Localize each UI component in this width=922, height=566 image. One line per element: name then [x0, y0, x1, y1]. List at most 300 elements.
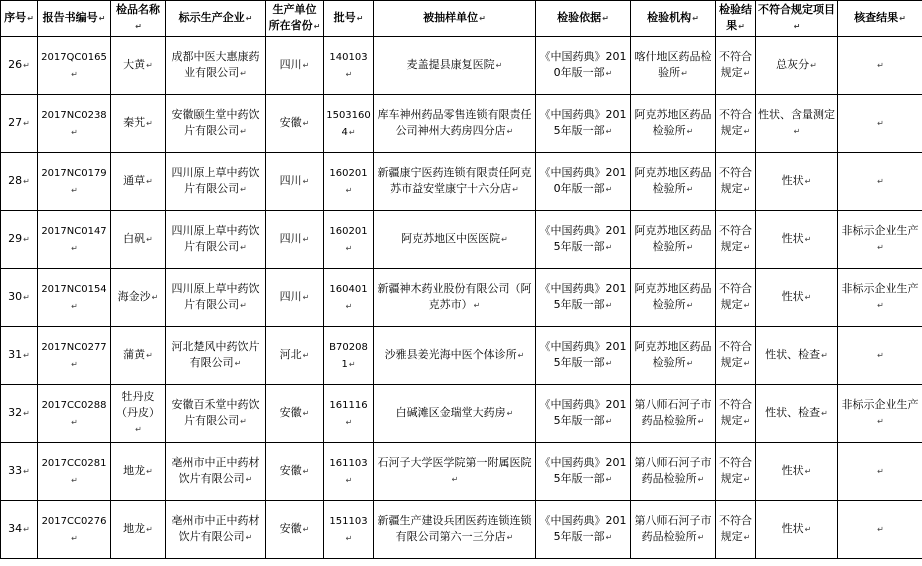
- cell-value: 性状: [781, 290, 804, 303]
- cell-mark: ↵: [146, 177, 153, 186]
- cell-product-name: [111, 327, 166, 385]
- table-row: [1, 95, 922, 153]
- cell-mark: ↵: [605, 127, 613, 136]
- cell-value: 库车神州药品零售连锁有限责任公司神州大药房四分店: [377, 108, 532, 137]
- cell-mark: ↵: [302, 351, 310, 360]
- cell-province: [266, 327, 324, 385]
- cell-mark: ↵: [240, 301, 247, 310]
- cell-product-name: [111, 153, 166, 211]
- cell-value: 四川原上草中药饮片有限公司: [171, 282, 260, 311]
- cell-value: 秦艽: [123, 116, 146, 129]
- cell-mark: ↵: [877, 61, 884, 70]
- cell-mark: ↵: [743, 533, 751, 542]
- cell-mark: ↵: [743, 127, 751, 136]
- cell-inspection-agency: [631, 443, 716, 501]
- cell-value: 安徽百禾堂中药饮片有限公司: [171, 398, 260, 427]
- cell-mark: ↵: [23, 235, 30, 244]
- cell-mark: ↵: [23, 351, 30, 360]
- header-label: 被抽样单位: [423, 11, 479, 24]
- cell-value: 四川: [279, 174, 302, 187]
- cell-value: 151103: [329, 515, 368, 527]
- cell-mark: ↵: [686, 243, 694, 252]
- cell-product-name: [111, 443, 166, 501]
- cell-value: 白矾: [123, 232, 146, 245]
- cell-province: [266, 269, 324, 327]
- cell-mark: ↵: [23, 293, 30, 302]
- cell-inspection-basis: [536, 269, 631, 327]
- cell-inspection-basis: [536, 385, 631, 443]
- cell-mark: ↵: [71, 301, 78, 311]
- cell-mark: ↵: [473, 301, 481, 310]
- cell-value: 2017NC0179: [41, 167, 107, 179]
- table-row: [1, 443, 922, 501]
- cell-value: 非标示企业生产: [841, 282, 919, 295]
- cell-value: 第八师石河子市药品检验所: [634, 398, 712, 427]
- cell-nonconforming-items: [756, 269, 838, 327]
- cell-mark: ↵: [234, 359, 242, 368]
- cell-seq-no: [1, 443, 38, 501]
- cell-inspection-basis: [536, 211, 631, 269]
- cell-mark: ↵: [697, 475, 705, 484]
- cell-manufacturer: [166, 443, 266, 501]
- cell-report-no: [38, 153, 111, 211]
- cell-seq-no: [1, 269, 38, 327]
- cell-seq-no: [1, 327, 38, 385]
- cell-mark: ↵: [313, 22, 321, 31]
- cell-report-no: [38, 501, 111, 559]
- cell-mark: ↵: [804, 177, 812, 186]
- cell-mark: ↵: [146, 61, 153, 70]
- cell-mark: ↵: [240, 243, 247, 252]
- cell-report-no: [38, 269, 111, 327]
- cell-mark: ↵: [877, 177, 884, 186]
- cell-value: 四川原上草中药饮片有限公司: [171, 224, 260, 253]
- header-inspection-agency: [631, 1, 716, 37]
- cell-value: 四川: [279, 58, 302, 71]
- cell-mark: ↵: [245, 14, 253, 23]
- cell-value: 沙雅县姜光海中医个体诊所: [384, 348, 517, 361]
- cell-value: 不符合规定: [719, 514, 752, 543]
- cell-value: 2017NC0277: [41, 341, 107, 353]
- cell-value: 《中国药典》2015年版一部: [539, 340, 627, 369]
- cell-mark: ↵: [451, 475, 459, 484]
- header-seq-no: [1, 1, 38, 37]
- cell-value: 第八师石河子市药品检验所: [634, 456, 712, 485]
- cell-mark: ↵: [240, 417, 247, 426]
- cell-mark: ↵: [605, 417, 613, 426]
- cell-value: 蒲黄: [123, 348, 146, 361]
- cell-value: 喀什地区药品检验所: [634, 50, 712, 79]
- cell-value: 安徽: [279, 116, 302, 129]
- header-label: 检品名称: [116, 3, 160, 16]
- cell-value: 2017CC0276: [41, 515, 107, 527]
- cell-value: 石河子大学医学院第一附属医院: [377, 456, 532, 469]
- cell-province: [266, 95, 324, 153]
- cell-value: 牡丹皮（丹皮）: [116, 390, 160, 419]
- cell-value: 新疆神木药业股份有限公司（阿克苏市）: [377, 282, 532, 311]
- cell-mark: ↵: [738, 22, 745, 31]
- cell-value: 26: [8, 58, 23, 71]
- cell-mark: ↵: [71, 359, 78, 369]
- header-manufacturer: [166, 1, 266, 37]
- cell-value: 不符合规定: [719, 282, 752, 311]
- cell-value: 140103: [329, 51, 368, 63]
- cell-verification-result: [838, 385, 922, 443]
- cell-seq-no: [1, 153, 38, 211]
- cell-mark: ↵: [146, 351, 153, 360]
- cell-inspection-result: [716, 95, 756, 153]
- header-label: 核查结果: [854, 11, 899, 24]
- cell-value: 不符合规定: [719, 398, 752, 427]
- cell-mark: ↵: [877, 417, 884, 426]
- cell-value: 阿克苏地区药品检验所: [634, 282, 712, 311]
- cell-value: 亳州市中正中药材饮片有限公司: [171, 514, 260, 543]
- cell-mark: ↵: [697, 533, 705, 542]
- cell-verification-result: [838, 327, 922, 385]
- cell-inspection-basis: [536, 443, 631, 501]
- cell-province: [266, 153, 324, 211]
- cell-seq-no: [1, 385, 38, 443]
- cell-batch-no: [324, 37, 374, 95]
- cell-inspection-agency: [631, 95, 716, 153]
- cell-province: [266, 211, 324, 269]
- cell-inspection-basis: [536, 95, 631, 153]
- cell-manufacturer: [166, 95, 266, 153]
- cell-value: 四川原上草中药饮片有限公司: [171, 166, 260, 195]
- cell-manufacturer: [166, 37, 266, 95]
- header-inspection-basis: [536, 1, 631, 37]
- cell-mark: ↵: [240, 127, 247, 136]
- cell-product-name: [111, 211, 166, 269]
- cell-mark: ↵: [686, 301, 694, 310]
- cell-value: 《中国药典》2015年版一部: [539, 224, 627, 253]
- cell-mark: ↵: [804, 525, 812, 534]
- cell-batch-no: [324, 501, 374, 559]
- cell-value: 不符合规定: [719, 224, 752, 253]
- cell-value: 亳州市中正中药材饮片有限公司: [171, 456, 260, 485]
- cell-report-no: [38, 211, 111, 269]
- cell-mark: ↵: [345, 475, 353, 485]
- header-sampled-unit: [374, 1, 536, 37]
- cell-nonconforming-items: [756, 211, 838, 269]
- header-label: 序号: [4, 11, 27, 24]
- cell-value: 不符合规定: [719, 166, 752, 195]
- cell-province: [266, 385, 324, 443]
- cell-seq-no: [1, 501, 38, 559]
- cell-manufacturer: [166, 327, 266, 385]
- table-row: [1, 211, 922, 269]
- cell-inspection-basis: [536, 37, 631, 95]
- cell-mark: ↵: [345, 533, 353, 543]
- cell-mark: ↵: [605, 243, 613, 252]
- cell-inspection-agency: [631, 211, 716, 269]
- cell-mark: ↵: [146, 525, 153, 534]
- cell-sampled-unit: [374, 211, 536, 269]
- cell-value: B702081: [329, 341, 368, 370]
- header-label: 报告书编号: [42, 11, 98, 24]
- cell-nonconforming-items: [756, 37, 838, 95]
- cell-value: 第八师石河子市药品检验所: [634, 514, 712, 543]
- cell-value: 安徽颐生堂中药饮片有限公司: [171, 108, 260, 137]
- cell-mark: ↵: [245, 533, 253, 542]
- cell-value: 161103: [329, 457, 368, 469]
- cell-value: 性状、检查: [765, 406, 821, 419]
- cell-sampled-unit: [374, 269, 536, 327]
- cell-value: 不符合规定: [719, 50, 752, 79]
- cell-value: 四川: [279, 290, 302, 303]
- cell-value: 大黄: [123, 58, 146, 71]
- cell-inspection-agency: [631, 153, 716, 211]
- cell-mark: ↵: [697, 417, 705, 426]
- cell-mark: ↵: [899, 14, 906, 23]
- cell-mark: ↵: [743, 417, 751, 426]
- cell-inspection-result: [716, 37, 756, 95]
- cell-value: 白碱滩区金瑞堂大药房: [395, 406, 506, 419]
- cell-batch-no: [324, 269, 374, 327]
- cell-value: 总灰分: [776, 58, 810, 71]
- cell-mark: ↵: [821, 351, 828, 360]
- cell-value: 性状: [781, 464, 804, 477]
- cell-value: 2017CC0281: [41, 457, 107, 469]
- cell-mark: ↵: [479, 14, 486, 23]
- cell-nonconforming-items: [756, 385, 838, 443]
- cell-value: 《中国药典》2010年版一部: [539, 166, 627, 195]
- cell-mark: ↵: [348, 127, 356, 137]
- cell-sampled-unit: [374, 37, 536, 95]
- cell-mark: ↵: [686, 359, 694, 368]
- cell-value: 15031604: [326, 109, 371, 138]
- cell-inspection-result: [716, 501, 756, 559]
- cell-mark: ↵: [302, 235, 310, 244]
- cell-mark: ↵: [245, 475, 253, 484]
- header-report-no: [38, 1, 111, 37]
- cell-value: 安徽: [279, 406, 302, 419]
- cell-mark: ↵: [605, 301, 613, 310]
- cell-mark: ↵: [345, 243, 353, 253]
- cell-nonconforming-items: [756, 501, 838, 559]
- header-label: 生产单位所在省份: [268, 3, 317, 32]
- table-body: [1, 37, 922, 559]
- cell-mark: ↵: [348, 359, 356, 369]
- cell-sampled-unit: [374, 443, 536, 501]
- cell-mark: ↵: [240, 185, 247, 194]
- cell-mark: ↵: [146, 235, 153, 244]
- cell-value: 29: [8, 232, 23, 245]
- header-label: 检验结果: [719, 3, 752, 32]
- header-product-name: [111, 1, 166, 37]
- cell-province: [266, 37, 324, 95]
- cell-seq-no: [1, 37, 38, 95]
- cell-mark: ↵: [302, 177, 310, 186]
- cell-mark: ↵: [877, 119, 884, 128]
- cell-mark: ↵: [681, 69, 688, 78]
- cell-value: 2017CC0288: [41, 399, 107, 411]
- cell-sampled-unit: [374, 153, 536, 211]
- cell-manufacturer: [166, 153, 266, 211]
- cell-value: 通草: [123, 174, 146, 187]
- cell-mark: ↵: [302, 61, 310, 70]
- cell-mark: ↵: [146, 119, 153, 128]
- cell-value: 《中国药典》2015年版一部: [539, 282, 627, 311]
- cell-value: 非标示企业生产: [841, 224, 919, 237]
- cell-mark: ↵: [512, 185, 519, 194]
- table-row: [1, 501, 922, 559]
- cell-batch-no: [324, 95, 374, 153]
- cell-mark: ↵: [71, 127, 78, 137]
- cell-mark: ↵: [345, 301, 353, 311]
- cell-value: 27: [8, 116, 23, 129]
- cell-inspection-agency: [631, 501, 716, 559]
- cell-mark: ↵: [302, 409, 310, 418]
- cell-mark: ↵: [345, 417, 353, 427]
- cell-product-name: [111, 37, 166, 95]
- cell-nonconforming-items: [756, 327, 838, 385]
- cell-inspection-agency: [631, 327, 716, 385]
- cell-manufacturer: [166, 211, 266, 269]
- cell-sampled-unit: [374, 95, 536, 153]
- cell-value: 安徽: [279, 522, 302, 535]
- cell-mark: ↵: [743, 243, 751, 252]
- cell-value: 28: [8, 174, 23, 187]
- cell-value: 新疆生产建设兵团医药连锁连锁有限公司第六一三分店: [377, 514, 532, 543]
- cell-mark: ↵: [743, 359, 751, 368]
- cell-value: 性状: [781, 174, 804, 187]
- cell-manufacturer: [166, 269, 266, 327]
- cell-manufacturer: [166, 385, 266, 443]
- cell-mark: ↵: [23, 525, 30, 534]
- cell-inspection-result: [716, 269, 756, 327]
- cell-product-name: [111, 95, 166, 153]
- cell-seq-no: [1, 211, 38, 269]
- cell-batch-no: [324, 153, 374, 211]
- cell-mark: ↵: [240, 69, 247, 78]
- cell-mark: ↵: [602, 14, 609, 23]
- cell-value: 地龙: [123, 464, 146, 477]
- cell-mark: ↵: [877, 467, 884, 476]
- table-row: [1, 37, 922, 95]
- cell-inspection-basis: [536, 327, 631, 385]
- header-label: 批号: [333, 11, 356, 24]
- cell-nonconforming-items: [756, 443, 838, 501]
- table-row: [1, 153, 922, 211]
- cell-value: 30: [8, 290, 23, 303]
- header-row: [1, 1, 922, 37]
- cell-batch-no: [324, 385, 374, 443]
- cell-mark: ↵: [135, 22, 142, 31]
- cell-value: 性状、含量测定: [758, 108, 835, 121]
- cell-value: 性状: [781, 522, 804, 535]
- cell-inspection-agency: [631, 269, 716, 327]
- cell-report-no: [38, 443, 111, 501]
- cell-value: 160201: [329, 167, 368, 179]
- cell-inspection-agency: [631, 37, 716, 95]
- cell-mark: ↵: [495, 61, 503, 70]
- cell-value: 32: [8, 406, 23, 419]
- cell-sampled-unit: [374, 385, 536, 443]
- cell-mark: ↵: [877, 301, 884, 310]
- cell-value: 河北: [279, 348, 302, 361]
- cell-mark: ↵: [506, 127, 514, 136]
- cell-mark: ↵: [692, 14, 699, 23]
- cell-mark: ↵: [743, 69, 751, 78]
- cell-value: 地龙: [123, 522, 146, 535]
- cell-seq-no: [1, 95, 38, 153]
- cell-mark: ↵: [686, 185, 694, 194]
- cell-verification-result: [838, 443, 922, 501]
- cell-value: 160201: [329, 225, 368, 237]
- cell-mark: ↵: [793, 127, 801, 136]
- cell-sampled-unit: [374, 501, 536, 559]
- cell-product-name: [111, 501, 166, 559]
- cell-value: 河北楚风中药饮片有限公司: [171, 340, 260, 369]
- cell-mark: ↵: [804, 235, 812, 244]
- cell-mark: ↵: [821, 409, 828, 418]
- cell-mark: ↵: [135, 425, 142, 434]
- cell-inspection-agency: [631, 385, 716, 443]
- cell-sampled-unit: [374, 327, 536, 385]
- cell-value: 性状、检查: [765, 348, 821, 361]
- cell-mark: ↵: [686, 127, 694, 136]
- cell-inspection-basis: [536, 501, 631, 559]
- cell-value: 33: [8, 464, 23, 477]
- cell-inspection-result: [716, 385, 756, 443]
- cell-value: 《中国药典》2010年版一部: [539, 50, 627, 79]
- cell-verification-result: [838, 37, 922, 95]
- cell-mark: ↵: [605, 185, 613, 194]
- cell-mark: ↵: [302, 119, 310, 128]
- cell-manufacturer: [166, 501, 266, 559]
- cell-mark: ↵: [804, 467, 812, 476]
- cell-mark: ↵: [23, 467, 30, 476]
- cell-mark: ↵: [98, 14, 106, 23]
- cell-verification-result: [838, 269, 922, 327]
- table-row: [1, 269, 922, 327]
- cell-value: 非标示企业生产: [841, 398, 919, 411]
- cell-batch-no: [324, 443, 374, 501]
- header-batch-no: [324, 1, 374, 37]
- cell-mark: ↵: [506, 533, 514, 542]
- cell-mark: ↵: [71, 185, 78, 195]
- cell-value: 性状: [781, 232, 804, 245]
- cell-value: 2017NC0238: [41, 109, 107, 121]
- cell-value: 34: [8, 522, 23, 535]
- cell-value: 阿克苏地区药品检验所: [634, 224, 712, 253]
- cell-mark: ↵: [71, 243, 78, 253]
- header-label: 标示生产企业: [178, 11, 245, 24]
- cell-mark: ↵: [345, 185, 353, 195]
- cell-mark: ↵: [345, 69, 353, 79]
- cell-verification-result: [838, 153, 922, 211]
- cell-value: 阿克苏地区药品检验所: [634, 340, 712, 369]
- cell-value: 四川: [279, 232, 302, 245]
- cell-mark: ↵: [27, 14, 34, 23]
- header-nonconforming-items: [756, 1, 838, 37]
- cell-mark: ↵: [71, 475, 78, 485]
- cell-value: 不符合规定: [719, 108, 752, 137]
- cell-mark: ↵: [605, 69, 613, 78]
- cell-value: 成都中医大惠康药业有限公司: [171, 50, 260, 79]
- cell-mark: ↵: [23, 177, 30, 186]
- table-row: [1, 385, 922, 443]
- cell-value: 海金沙: [117, 290, 151, 303]
- cell-value: 阿克苏地区药品检验所: [634, 166, 712, 195]
- cell-product-name: [111, 269, 166, 327]
- cell-mark: ↵: [23, 409, 30, 418]
- cell-mark: ↵: [23, 119, 30, 128]
- cell-inspection-result: [716, 153, 756, 211]
- header-inspection-result: [716, 1, 756, 37]
- cell-mark: ↵: [302, 525, 310, 534]
